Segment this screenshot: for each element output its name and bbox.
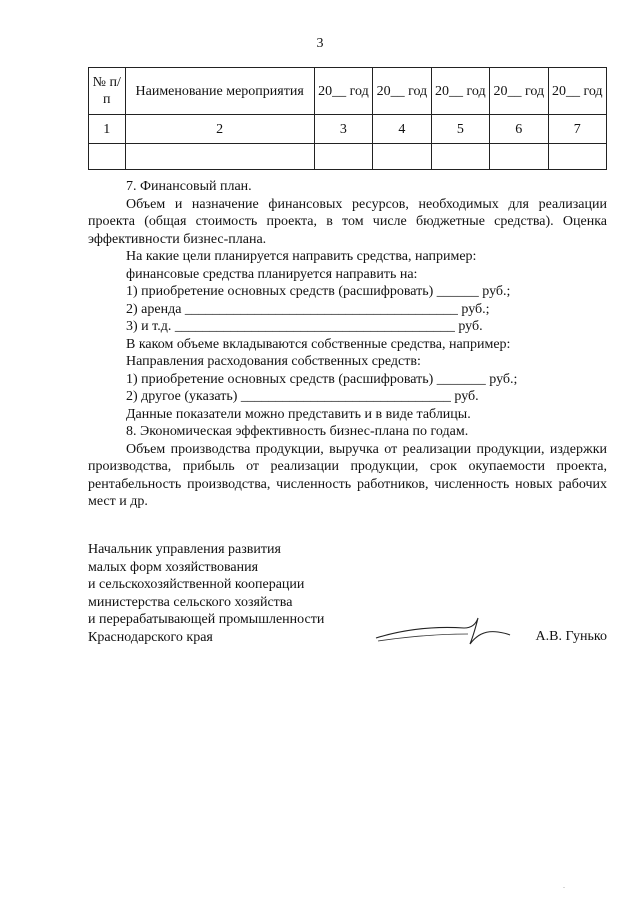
document-body: [88, 178, 607, 511]
header-cell-year: 20__ год: [548, 68, 606, 115]
table-cell-empty: [490, 144, 548, 170]
table-row-numbers: [89, 115, 607, 144]
page-number: 3: [316, 36, 324, 51]
handwritten-signature: [372, 614, 512, 648]
table-cell-empty: [89, 144, 126, 170]
list-item: 2) аренда _______________________________________ руб.;: [126, 301, 490, 317]
table-cell: 2: [125, 115, 314, 144]
list-item: 1) приобретение основных средств (расшифровать) _______ руб.;: [126, 371, 518, 387]
paragraph: Направления расходования собственных средств:: [126, 354, 421, 369]
paragraph: Объем и назначение финансовых ресурсов, необходимых для реализации проекта (общая стоимость проекта, в том числе бюджетные средства). Оценка эффективности бизнес-плана.: [88, 196, 607, 247]
list-item: 3) и т.д. ________________________________________ руб.: [126, 319, 483, 334]
header-cell-number: № п/п: [89, 68, 126, 115]
table-cell-empty: [314, 144, 372, 170]
paragraph: На какие цели планируется направить средства, например:: [126, 249, 477, 264]
table-cell-empty: [125, 144, 314, 170]
table-cell-empty: [431, 144, 489, 170]
header-cell-year: 20__ год: [314, 68, 372, 115]
table-cell: 3: [314, 115, 372, 144]
table-cell: 5: [431, 115, 489, 144]
table-cell-empty: [548, 144, 606, 170]
signatory-title: [88, 541, 607, 646]
header-cell-year: 20__ год: [373, 68, 431, 115]
signatory-title-line: министерства сельского хозяйства: [88, 594, 293, 610]
section-heading-financial-plan: 7. Финансовый план.: [126, 179, 252, 194]
scan-mark: .: [563, 881, 565, 890]
table-cell-empty: [373, 144, 431, 170]
paragraph: финансовые средства планируется направить на:: [126, 266, 418, 282]
signatory-title-line: и сельскохозяйственной кооперации: [88, 577, 305, 592]
header-cell-year: 20__ год: [431, 68, 489, 115]
table-cell: 6: [490, 115, 548, 144]
signatory-title-line: малых форм хозяйствования: [88, 559, 259, 575]
table-header-row: [89, 68, 607, 115]
signatory-name: А.В. Гунько: [535, 629, 607, 644]
header-cell-year: 20__ год: [490, 68, 548, 115]
events-table: [88, 67, 607, 170]
list-item: 2) другое (указать) ______________________________ руб.: [126, 389, 479, 404]
header-cell-event-name: Наименование мероприятия: [125, 68, 314, 115]
section-heading-economic-efficiency: 8. Экономическая эффективность бизнес-плана по годам.: [126, 424, 469, 439]
paragraph: Данные показатели можно представить и в виде таблицы.: [126, 406, 471, 422]
list-item: 1) приобретение основных средств (расшифровать) ______ руб.;: [126, 284, 511, 299]
table-cell: 1: [89, 115, 126, 144]
paragraph: Объем производства продукции, выручка от реализации продукции, издержки производства, прибыль от реализации продукции, срок окупаемости проекта, рентабельность производства, численность работников, численность новых рабочих мест и др.: [88, 441, 607, 509]
table-row-empty: [89, 144, 607, 170]
table-cell: 4: [373, 115, 431, 144]
table-cell: 7: [548, 115, 606, 144]
signatory-title-line: Начальник управления развития: [88, 542, 281, 557]
signatory-title-line: Краснодарского края: [88, 629, 213, 645]
signatory-title-line: и перерабатывающей промышленности: [88, 612, 325, 627]
paragraph: В каком объеме вкладываются собственные средства, например:: [126, 336, 511, 352]
